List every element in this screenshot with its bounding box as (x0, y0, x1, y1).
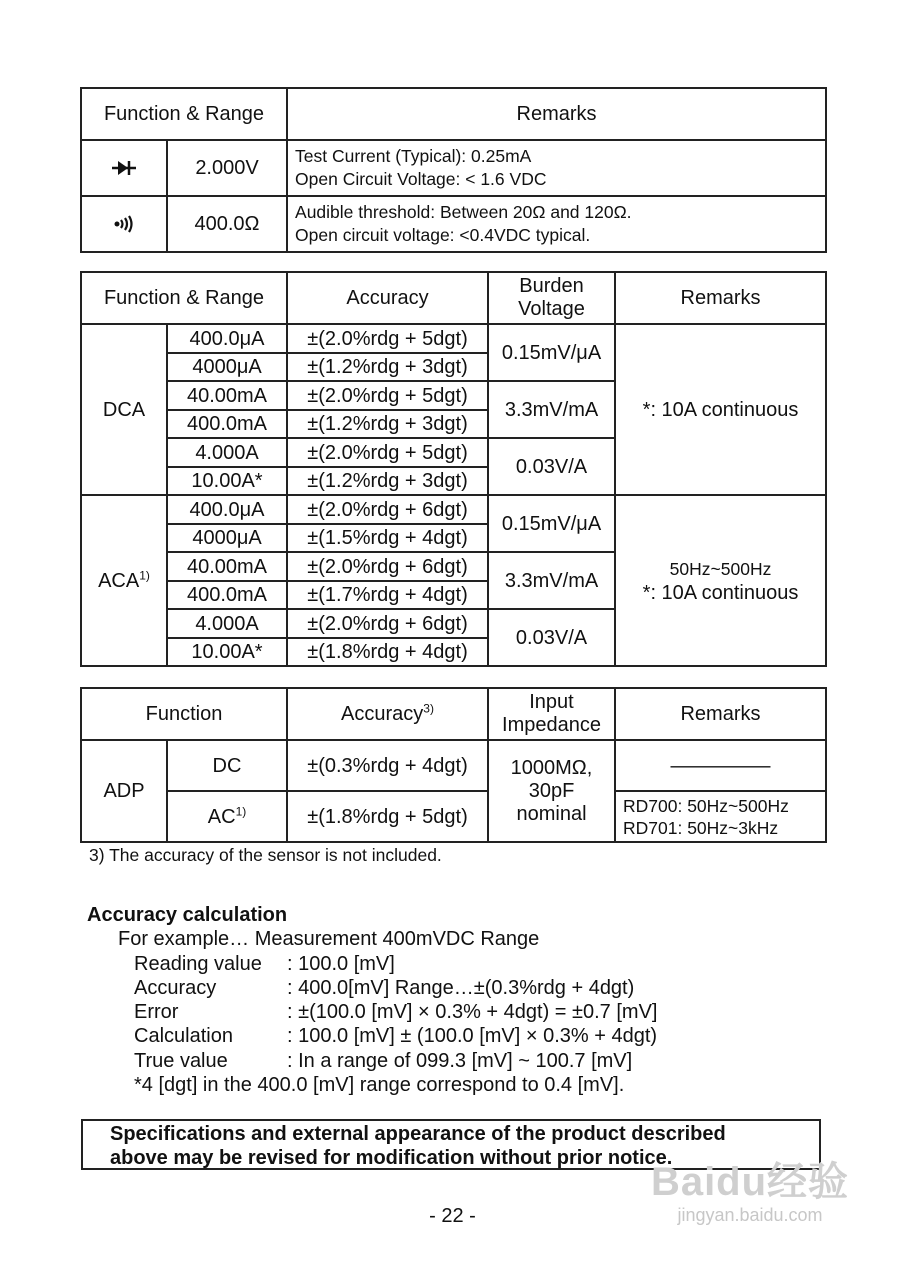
range-value: 40.00mA (167, 381, 287, 410)
remark-cell (287, 140, 826, 196)
calculation-intro: For example… Measurement 400mVDC Range (118, 928, 540, 951)
burden-value: 3.3mV/mA (488, 381, 615, 438)
accuracy-value: ±(1.8%rdg + 5dgt) (287, 791, 488, 842)
accuracy-value: ±(2.0%rdg + 5dgt) (287, 324, 488, 353)
header-function: Function (81, 688, 287, 740)
header-remarks: Remarks (287, 88, 826, 140)
range-value: 4.000A (167, 438, 287, 467)
accuracy-value: ±(1.2%rdg + 3dgt) (287, 353, 488, 381)
accuracy-value: ±(2.0%rdg + 6dgt) (287, 609, 488, 638)
header-accuracy: Accuracy (287, 272, 488, 324)
header-remarks: Remarks (615, 272, 826, 324)
remark-cell (287, 196, 826, 252)
range-value: 4.000A (167, 609, 287, 638)
range-value: 4000μA (167, 353, 287, 381)
burden-value: 0.03V/A (488, 609, 615, 666)
footnote: 3) The accuracy of the sensor is not included. (89, 845, 442, 865)
accuracy-value: ±(0.3%rdg + 4dgt) (287, 740, 488, 791)
accuracy-value: ±(1.2%rdg + 3dgt) (287, 410, 488, 438)
watermark: Baidu经验 jingyan.baidu.com (650, 1160, 850, 1225)
calculation-note: *4 [dgt] in the 400.0 [mV] range correspond to 0.4 [mV]. (134, 1074, 625, 1097)
header-accuracy: Accuracy$^{3)}$ (287, 688, 488, 740)
range-value: 400.0Ω (167, 196, 287, 252)
current-spec-table (80, 271, 827, 667)
dca-remark: *: 10A continuous (615, 324, 826, 495)
aca-remark: 50Hz~500Hz *: 10A continuous (615, 495, 826, 666)
calc-row: Calculation : 100.0 [mV] ± (100.0 [mV] × 0.3% + 4dgt) (134, 1025, 658, 1048)
accuracy-value: ±(2.0%rdg + 6dgt) (287, 552, 488, 581)
range-value: 40.00mA (167, 552, 287, 581)
dc-label: DC (167, 740, 287, 791)
diode-icon (81, 140, 167, 196)
dc-remark: ————— (615, 740, 826, 791)
accuracy-calculation (87, 903, 658, 1097)
calc-row: Reading value : 100.0 [mV] (134, 952, 395, 975)
revision-notice: Specifications and external appearance of the product described above may be revised for modification without prior notice. (81, 1119, 821, 1170)
range-value: 400.0μA (167, 324, 287, 353)
accuracy-value: ±(1.5%rdg + 4dgt) (287, 524, 488, 552)
range-value: 4000μA (167, 524, 287, 552)
section-title: Accuracy calculation (87, 904, 288, 926)
burden-value: 0.03V/A (488, 438, 615, 495)
remark-line: Open circuit voltage: <0.4VDC typical. (295, 225, 591, 245)
accuracy-value: ±(2.0%rdg + 5dgt) (287, 381, 488, 410)
aca-label: ACA$^{1)}$ (81, 495, 167, 666)
adp-label: ADP (81, 740, 167, 842)
burden-value: 0.15mV/μA (488, 324, 615, 381)
burden-value: 3.3mV/mA (488, 552, 615, 609)
header-function-range: Function & Range (81, 88, 287, 140)
header-burden-voltage: Burden Voltage (488, 272, 615, 324)
dca-label: DCA (81, 324, 167, 495)
calc-row: Error : ±(100.0 [mV] × 0.3% + 4dgt) = ±0.7 [mV] (134, 1001, 658, 1024)
aca-note: 1) (139, 567, 150, 582)
accuracy-value: ±(2.0%rdg + 6dgt) (287, 495, 488, 524)
accuracy-value: ±(2.0%rdg + 5dgt) (287, 438, 488, 467)
calc-row: Accuracy : 400.0[mV] Range…±(0.3%rdg + 4dgt) (134, 976, 635, 999)
input-impedance-value: 1000MΩ, 30pF nominal (488, 740, 615, 842)
burden-value: 0.15mV/μA (488, 495, 615, 552)
calc-row: True value : In a range of 099.3 [mV] ~ 100.7 [mV] (134, 1049, 633, 1072)
header-remarks: Remarks (615, 688, 826, 740)
accuracy-value: ±(1.7%rdg + 4dgt) (287, 581, 488, 609)
accuracy-value: ±(1.8%rdg + 4dgt) (287, 638, 488, 666)
range-value: 10.00A* (167, 638, 287, 666)
range-value: 400.0mA (167, 410, 287, 438)
range-value: 10.00A* (167, 467, 287, 495)
ac-remark: RD700: 50Hz~500Hz RD701: 50Hz~3kHz (615, 791, 826, 842)
adapter-spec-table (80, 687, 827, 843)
accuracy-value: ±(1.2%rdg + 3dgt) (287, 467, 488, 495)
range-value: 2.000V (167, 140, 287, 196)
header-function-range: Function & Range (81, 272, 287, 324)
remark-line: Audible threshold: Between 20Ω and 120Ω. (295, 202, 632, 222)
remark-line: Test Current (Typical): 0.25mA (295, 146, 532, 166)
range-value: 400.0μA (167, 495, 287, 524)
range-value: 400.0mA (167, 581, 287, 609)
page-number: - 22 - (429, 1205, 476, 1227)
continuity-buzzer-icon (81, 196, 167, 252)
diode-continuity-table (80, 87, 827, 253)
header-input-impedance: Input Impedance (488, 688, 615, 740)
ac-label: AC$^{1)}$ (167, 791, 287, 842)
remark-line: Open Circuit Voltage: < 1.6 VDC (295, 169, 547, 189)
